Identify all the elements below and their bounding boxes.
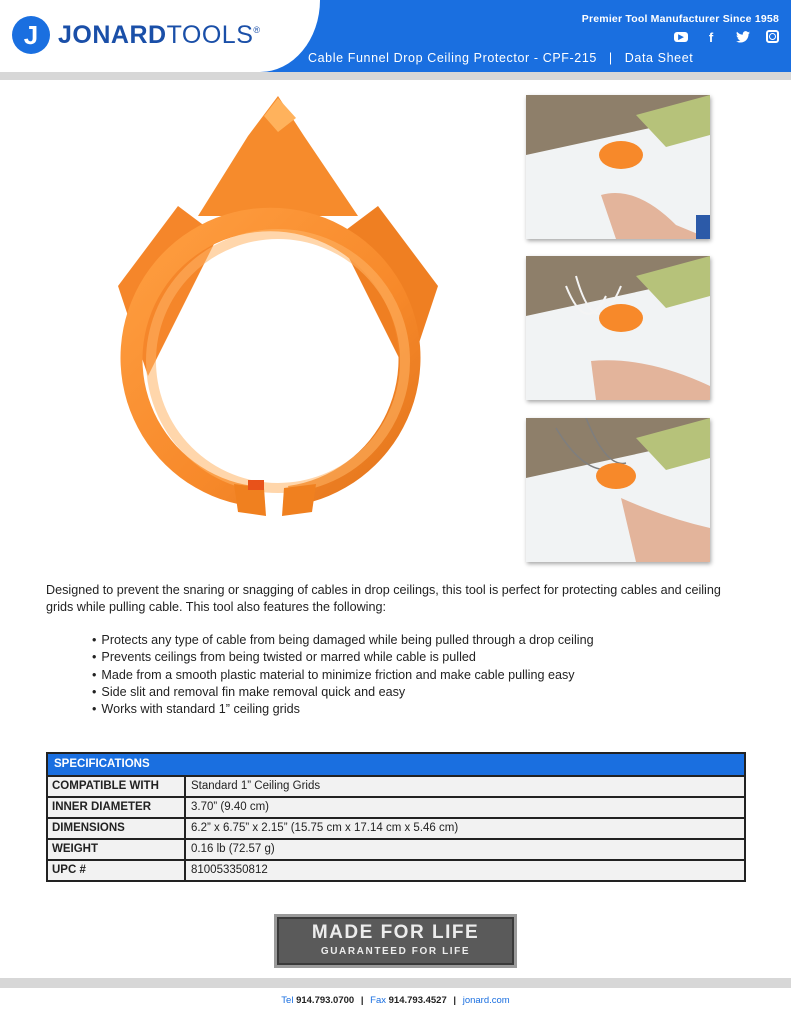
- product-image-cable-funnel: [88, 96, 468, 566]
- page-header: [0, 0, 791, 72]
- spec-label: COMPATIBLE WITH: [48, 777, 186, 796]
- spec-value: 3.70” (9.40 cm): [191, 801, 269, 813]
- spec-row: [48, 796, 744, 817]
- feature-item: • Prevents ceilings from being twisted or marred while cable is pulled: [92, 649, 594, 666]
- footer-divider-band: [0, 978, 791, 988]
- spec-row: [48, 838, 744, 859]
- installation-photo-1: [526, 95, 710, 239]
- spec-value: 0.16 lb (72.57 g): [191, 843, 275, 855]
- spec-label: UPC #: [48, 861, 186, 880]
- website-link[interactable]: jonard.com: [462, 995, 510, 1006]
- phone-number[interactable]: 914.793.0700: [296, 995, 355, 1006]
- feature-item: • Made from a smooth plastic material to minimize friction and make cable pulling easy: [92, 667, 594, 684]
- logo-mark: J: [12, 16, 50, 54]
- product-name: Cable Funnel Drop Ceiling Protector - CPF-215: [308, 51, 597, 65]
- feature-list: [92, 632, 594, 718]
- youtube-icon[interactable]: ▶: [674, 32, 688, 42]
- badge-title: MADE FOR LIFE: [311, 922, 480, 943]
- subtitle-divider: |: [608, 51, 613, 65]
- footer-divider: |: [360, 995, 364, 1006]
- doc-type: Data Sheet: [624, 51, 694, 65]
- header-divider-band: [0, 72, 791, 80]
- spec-value: Standard 1” Ceiling Grids: [191, 780, 321, 792]
- specifications-heading: SPECIFICATIONS: [48, 754, 744, 775]
- contact-footer: [0, 995, 791, 1006]
- logo-area: [0, 0, 320, 72]
- twitter-icon[interactable]: [734, 30, 752, 44]
- installation-photo-2: [526, 256, 710, 400]
- made-for-life-badge: [274, 914, 517, 968]
- spec-label: DIMENSIONS: [48, 819, 186, 838]
- installation-photo-3: [526, 418, 710, 562]
- tagline: Premier Tool Manufacturer Since 1958: [581, 13, 779, 25]
- feature-item: • Works with standard 1” ceiling grids: [92, 701, 594, 718]
- footer-divider: |: [453, 995, 457, 1006]
- document-subtitle: [308, 51, 693, 65]
- specifications-table: [46, 752, 746, 882]
- spec-value: 6.2” x 6.75” x 2.15” (15.75 cm x 17.14 cm x 5.46 cm): [191, 822, 459, 834]
- facebook-icon[interactable]: f: [708, 29, 714, 45]
- brand-name-bold: JONARD: [58, 21, 167, 49]
- social-links: [674, 30, 779, 44]
- tel-label: Tel: [281, 995, 294, 1006]
- product-description: Designed to prevent the snaring or snagging of cables in drop ceilings, this tool is perfect for protecting cables and ceiling grids while pulling cable. This tool also features the following:: [46, 583, 721, 614]
- spec-label: WEIGHT: [48, 840, 186, 859]
- spec-row: [48, 775, 744, 796]
- fax-number: 914.793.4527: [388, 995, 447, 1006]
- spec-row: [48, 817, 744, 838]
- brand-name-light: TOOLS: [166, 21, 254, 49]
- spec-value: 810053350812: [191, 864, 268, 876]
- brand-logo: [58, 21, 261, 50]
- spec-row: [48, 859, 744, 880]
- fax-label: Fax: [370, 995, 386, 1006]
- registered-mark: ®: [253, 25, 261, 35]
- badge-subtitle: GUARANTEED FOR LIFE: [320, 946, 471, 957]
- feature-item: • Side slit and removal fin make removal quick and easy: [92, 684, 594, 701]
- instagram-icon[interactable]: [766, 30, 779, 43]
- spec-label: INNER DIAMETER: [48, 798, 186, 817]
- feature-item: • Protects any type of cable from being damaged while being pulled through a drop ceiling: [92, 632, 594, 649]
